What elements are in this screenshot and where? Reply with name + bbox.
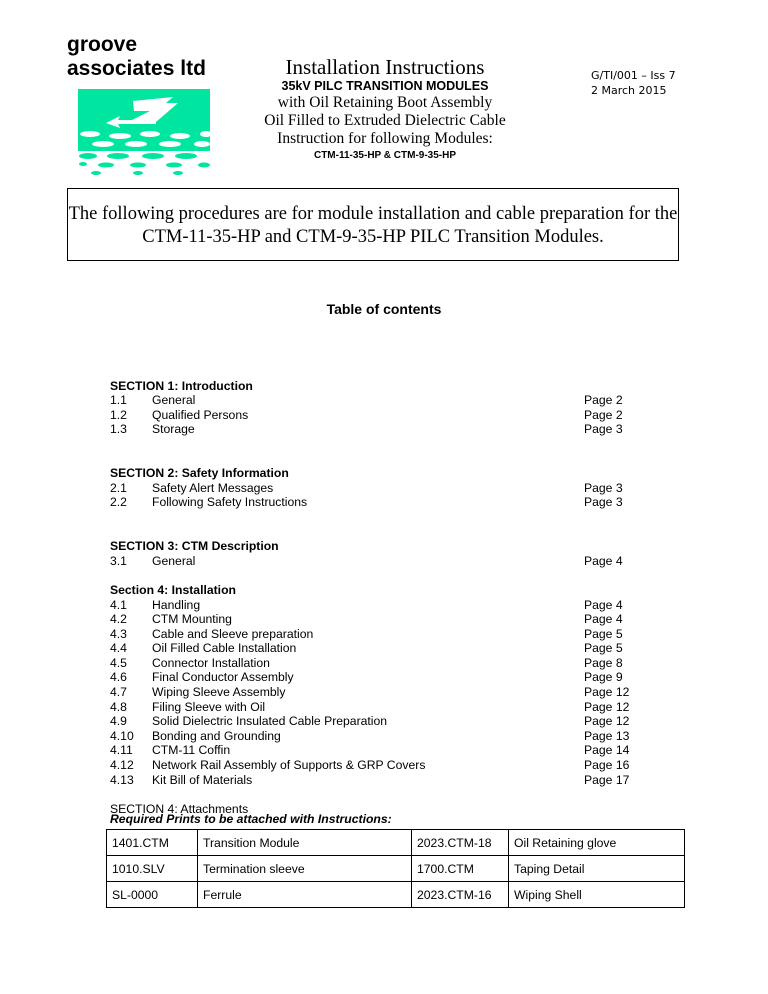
toc-entry-number: 4.5 [110,655,127,670]
toc-entry-label: CTM Mounting [152,612,232,627]
module-list: CTM-11-35-HP & CTM-9-35-HP [313,150,457,161]
toc-entry-page: Page 2 [584,407,623,422]
prints-table-cell: 2023.CTM-16 [412,882,509,908]
toc-entry-page: Page 2 [584,393,623,408]
toc-entry-page: Page 12 [584,699,630,714]
toc-entry-number: 1.3 [110,422,127,437]
toc-entry-number: 4.7 [110,685,127,700]
toc-entry-page: Page 17 [584,772,630,787]
toc-entry-number: 2.1 [110,480,127,495]
company-name-line1: groove [67,33,138,56]
toc-entry-number: 4.3 [110,626,127,641]
toc-entry[interactable] [110,641,630,656]
toc-section-heading: SECTION 2: Safety Information [110,466,289,481]
toc-entry-label: Connector Installation [152,655,270,670]
toc-entry-label: General [152,553,196,568]
toc-entry[interactable] [110,627,630,642]
toc-entry-number: 4.10 [110,728,134,743]
document-title: Installation Instructions [285,55,485,79]
toc-entry-page: Page 5 [584,641,623,656]
toc-section-heading: Section 4: Installation [110,582,236,597]
toc-entry[interactable] [110,481,630,496]
toc-entry[interactable] [110,773,630,788]
toc-entry-page: Page 3 [584,422,623,437]
toc-entry-number: 4.9 [110,714,127,729]
toc-entry[interactable] [110,408,630,423]
toc-entry-page: Page 13 [584,728,630,743]
spacer [110,510,630,525]
toc-entry-label: Bonding and Grounding [152,728,281,743]
toc-entry[interactable] [110,495,630,510]
toc-title: Table of contents [326,301,442,317]
subtitle-line-1: with Oil Retaining Boot Assembly [277,94,493,111]
toc-entry-page: Page 3 [584,480,623,495]
spacer [110,525,630,540]
spacer [110,787,630,802]
toc-entry-number: 4.11 [110,743,133,758]
toc-entry-number: 1.2 [110,407,127,422]
toc-entry-label: General [152,393,196,408]
toc-entry[interactable] [110,714,630,729]
toc-entry-label: Following Safety Instructions [152,495,308,510]
required-prints-table [106,829,685,908]
toc-entry-page: Page 12 [584,685,630,700]
toc-entry-number: 4.2 [110,612,127,627]
prints-table-cell: Wiping Shell [509,882,685,908]
toc-entry-label: Network Rail Assembly of Supports & GRP Covers [152,758,426,773]
toc-entry-label: Oil Filled Cable Installation [152,641,297,656]
toc-entry-number: 4.4 [110,641,127,656]
toc-entry-page: Page 16 [584,758,630,773]
toc-entry-page: Page 14 [584,743,630,758]
toc-entry-label: Final Conductor Assembly [152,670,294,685]
toc-entry-label: Storage [152,422,195,437]
toc-entry-label: Qualified Persons [152,407,249,422]
toc-entry-label: Handling [152,597,201,612]
toc-entry[interactable] [110,758,630,773]
prints-table-cell: Oil Retaining glove [509,830,685,856]
toc-entry-label: Kit Bill of Materials [152,772,253,787]
document-subtitle: 35kV PILC TRANSITION MODULES [281,79,489,93]
toc-entry-number: 4.8 [110,699,127,714]
prints-table-row [107,856,685,882]
spacer [110,568,630,583]
company-name-line2: associates ltd [67,57,206,80]
toc-entry-number: 4.13 [110,772,134,787]
prints-table-cell: Ferrule [198,882,412,908]
toc-entry[interactable] [110,743,630,758]
intro-line-1: The following procedures are for module installation and cable preparation for the [68,204,678,224]
toc-entry-page: Page 4 [584,597,623,612]
toc-entry[interactable] [110,422,630,437]
toc-entry-number: 4.1 [110,597,127,612]
toc-entry-page: Page 4 [584,553,623,568]
toc-section-heading: SECTION 1: Introduction [110,378,253,393]
toc-entry[interactable] [110,729,630,744]
toc-entry-label: CTM-11 Coffin [152,743,231,758]
prints-table-cell: Taping Detail [509,856,685,882]
toc-entry[interactable] [110,554,630,569]
toc-entry-page: Page 4 [584,612,623,627]
toc-entry[interactable] [110,670,630,685]
company-logo [78,89,210,177]
prints-table-cell: Termination sleeve [198,856,412,882]
toc-entry-page: Page 8 [584,655,623,670]
toc-entry-page: Page 12 [584,714,630,729]
spacer [110,364,630,379]
intro-box [67,188,679,261]
toc-entry-number: 4.6 [110,670,127,685]
document-date: 2 March 2015 [591,84,667,97]
toc-entry[interactable] [110,612,630,627]
toc-entry-number: 1.1 [110,393,127,408]
toc-entry-label: Cable and Sleeve preparation [152,626,314,641]
toc-entry-label: Safety Alert Messages [152,480,274,495]
table-of-contents [110,364,630,816]
toc-entry-number: 4.12 [110,758,134,773]
toc-entry[interactable] [110,598,630,613]
prints-table-row [107,830,685,856]
document-reference: G/TI/001 – Iss 7 [591,69,676,82]
prints-table-cell: SL-0000 [107,882,198,908]
toc-entry-page: Page 3 [584,495,623,510]
toc-entry-label: Wiping Sleeve Assembly [152,685,286,700]
spacer [110,452,630,467]
toc-entry[interactable] [110,700,630,715]
toc-attachments: SECTION 4: Attachments [110,801,249,816]
toc-entry-page: Page 9 [584,670,623,685]
prints-table-cell: 1700.CTM [412,856,509,882]
toc-entry[interactable] [110,393,630,408]
toc-section-heading: SECTION 3: CTM Description [110,539,279,554]
toc-entry-label: Solid Dielectric Insulated Cable Preparation [152,714,388,729]
intro-line-2: CTM-11-35-HP and CTM-9-35-HP PILC Transition Modules. [142,227,604,247]
prints-table-cell: 1401.CTM [107,830,198,856]
prints-table-row [107,882,685,908]
subtitle-line-2: Oil Filled to Extruded Dielectric Cable [264,112,506,129]
prints-table-cell: 1010.SLV [107,856,198,882]
required-prints-title: Required Prints to be attached with Instructions: [110,812,392,826]
toc-entry-label: Filing Sleeve with Oil [152,699,266,714]
toc-entry-page: Page 5 [584,626,623,641]
prints-table-cell: 2023.CTM-18 [412,830,509,856]
toc-entry[interactable] [110,685,630,700]
toc-entry-number: 2.2 [110,495,127,510]
toc-entry-number: 3.1 [110,553,127,568]
prints-table-cell: Transition Module [198,830,412,856]
toc-entry[interactable] [110,656,630,671]
subtitle-line-3: Instruction for following Modules: [277,130,493,147]
spacer [110,437,630,452]
